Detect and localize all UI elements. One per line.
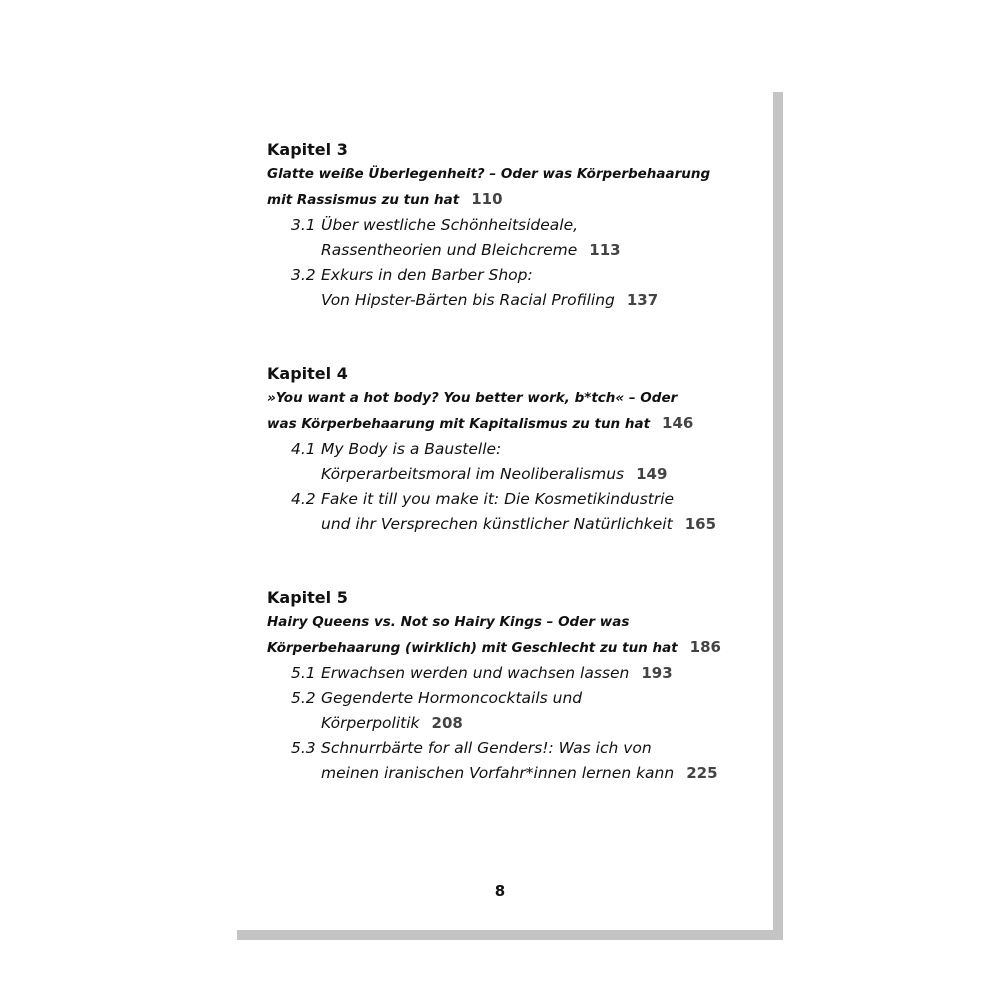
chapter-title-text: mit Rassismus zu tun hat [267, 192, 460, 208]
toc-entry-3-1[interactable] [267, 213, 767, 263]
section-page-number: 165 [684, 515, 717, 533]
toc-entry-3-2[interactable] [267, 263, 767, 313]
section-title-line [321, 512, 767, 537]
section-title-text: meinen iranischen Vorfahr*innen lernen kann [321, 764, 675, 782]
section-title-line [321, 761, 767, 786]
section-number: 5.1 [291, 664, 316, 682]
section-page-number: 225 [686, 764, 718, 782]
section-list [267, 661, 767, 786]
section-title-line [321, 462, 767, 487]
book-page [227, 82, 773, 930]
section-list [267, 437, 767, 537]
toc-entry-4-1[interactable] [267, 437, 767, 487]
section-title-text: Erwachsen werden und wachsen lassen [321, 664, 630, 682]
page-folio: 8 [494, 882, 506, 900]
section-list [267, 213, 767, 313]
chapter-title-line [267, 635, 767, 661]
toc-entry-5-1[interactable] [267, 661, 767, 686]
chapter-label: Kapitel 3 [267, 140, 348, 159]
section-title-text: Körperpolitik [321, 714, 420, 732]
section-title-text: Körperarbeitsmoral im Neoliberalismus [321, 465, 625, 483]
chapter-title-line [267, 411, 767, 437]
chapter-page-number[interactable]: 186 [689, 638, 721, 656]
section-number: 4.1 [291, 440, 316, 458]
section-title-text: und ihr Versprechen künstlicher Natürlichkeit [321, 515, 673, 533]
chapter-5 [267, 586, 767, 786]
section-title-line [321, 711, 767, 736]
chapter-title-text: was Körperbehaarung mit Kapitalismus zu tun hat [267, 416, 651, 432]
section-title-line: Fake it till you make it: Die Kosmetikindustrie [321, 490, 675, 508]
section-page-number: 149 [636, 465, 668, 483]
section-number: 5.2 [291, 689, 316, 707]
chapter-title-line: Hairy Queens vs. Not so Hairy Kings – Oder was [267, 614, 630, 630]
chapter-title-line: Glatte weiße Überlegenheit? – Oder was Körperbehaarung [267, 166, 711, 182]
section-title-line [321, 288, 767, 313]
section-page-number: 137 [626, 291, 659, 309]
toc-entry-5-3[interactable] [267, 736, 767, 786]
chapter-title-text: Körperbehaarung (wirklich) mit Geschlecht zu tun hat [267, 640, 678, 656]
chapter-4 [267, 362, 767, 537]
section-number: 5.3 [291, 739, 316, 757]
section-number: 3.1 [291, 216, 316, 234]
toc-entry-4-2[interactable] [267, 487, 767, 537]
toc-entry-5-2[interactable] [267, 686, 767, 736]
chapter-3 [267, 138, 767, 313]
section-page-number: 208 [431, 714, 463, 732]
section-title-text: Von Hipster-Bärten bis Racial Profiling [321, 291, 615, 309]
section-title-line: Über westliche Schönheitsideale, [321, 216, 579, 234]
section-title-line: My Body is a Baustelle: [321, 440, 502, 458]
chapter-page-number[interactable]: 110 [471, 190, 503, 208]
section-page-number: 113 [589, 241, 621, 259]
chapter-label: Kapitel 4 [267, 364, 348, 383]
chapter-title-line: »You want a hot body? You better work, b*tch« – Oder [267, 390, 678, 406]
section-title-text: Rassentheorien und Bleichcreme [321, 241, 578, 259]
chapter-title-line [267, 187, 767, 213]
chapter-label: Kapitel 5 [267, 588, 348, 607]
section-number: 4.2 [291, 490, 316, 508]
section-title-line [321, 661, 767, 686]
section-title-line: Exkurs in den Barber Shop: [321, 266, 533, 284]
section-number: 3.2 [291, 266, 316, 284]
section-title-line: Schnurrbärte for all Genders!: Was ich von [321, 739, 652, 757]
section-page-number: 193 [641, 664, 673, 682]
chapter-page-number[interactable]: 146 [662, 414, 694, 432]
section-title-line [321, 238, 767, 263]
section-title-line: Gegenderte Hormoncocktails und [321, 689, 583, 707]
